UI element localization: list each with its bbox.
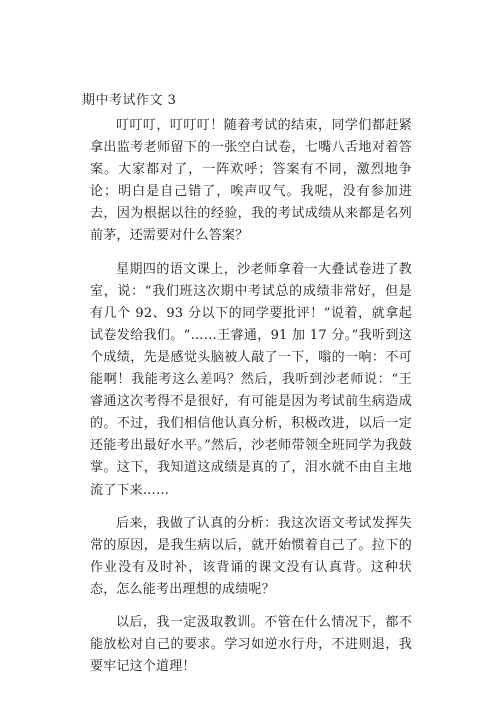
paragraph-4: 以后，我一定汲取教训。不管在什么情况下，都不能放松对自己的要求。学习如逆水行舟，不进则退，我要牢记这个道理！ bbox=[90, 614, 412, 675]
paragraph-1: 叮叮叮，叮叮叮！随着考试的结束，同学们都赶紧拿出监考老师留下的一张空白试卷，七嘴八舌地对着答案。大家都对了，一阵欢呼；答案有不同，激烈地争论；明白是自己错了，唉声叹气。我呢，没有参加进去，因为根据以往的经验，我的考试成绩从来都是名列前茅，还需要对什么答案？ bbox=[90, 118, 412, 244]
paragraph-3: 后来，我做了认真的分析：我这次语文考试发挥失常的原因，是我生病以后，就开始惯着自己了。拉下的作业没有及时补，该背诵的课文没有认真背。这种状态，怎么能考出理想的成绩呢？ bbox=[90, 515, 412, 597]
document-body bbox=[90, 115, 412, 678]
document-title: 期中考试作文 3 bbox=[82, 93, 177, 108]
paragraph-2: 星期四的语文课上，沙老师拿着一大叠试卷进了教室，说：“我们班这次期中考试总的成绩非常好，但是有几个 92、93 分以下的同学要批评！”说着，就拿起试卷发给我们。“……王睿通，91 加 17 分。”我听到这个成绩，先是感觉头脑被人敲了一下，嗡的一响：不可能啊！我能考这么差吗？然后，我听到沙老师说：“王睿通这次考得不是很好，有可能是因为考试前生病造成的。不过，我们相信他认真分析，积极改进，以后一定还能考出最好水平。”然后，沙老师带领全班同学为我鼓掌。这下，我知道这成绩是真的了，泪水就不由自主地流了下来…… bbox=[90, 261, 412, 498]
